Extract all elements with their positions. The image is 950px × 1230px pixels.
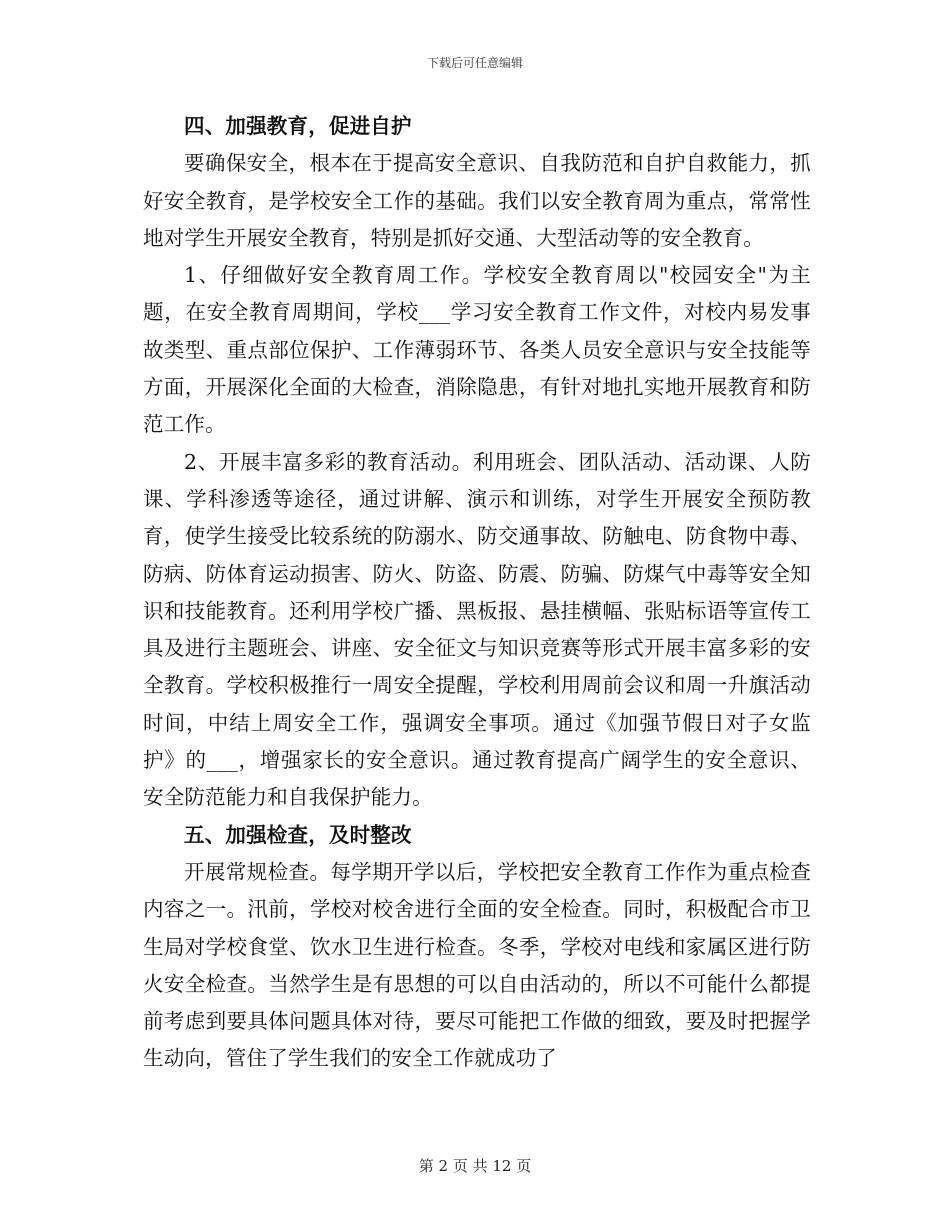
section-heading-4: 四、加强教育，促进自护 xyxy=(184,114,412,138)
paragraph: 要确保安全，根本在于提高安全意识、自我防范和自护自救能力，抓好安全教育，是学校安全工作的基础。我们以安全教育周为重点，常常性地对学生开展安全教育，特别是抓好交通、大型活动等的安全教育。 xyxy=(143,151,811,250)
page-header: 下载后可任意编辑 xyxy=(426,56,523,70)
paragraph: 2、开展丰富多彩的教育活动。利用班会、团队活动、活动课、人防课、学科渗透等途径，通过讲解、演示和训练，对学生开展安全预防教育，使学生接受比较系统的防溺水、防交通事故、防触电、防食物中毒、防病、防体育运动损害、防火、防盗、防震、防骗、防煤气中毒等安全知识和技能教育。还利用学校广播、黑板报、悬挂横幅、张贴标语等宣传工具及进行主题班会、讲座、安全征文与知识竞赛等形式开展丰富多彩的安全教育。学校积极推行一周安全提醒，学校利用周前会议和周一升旗活动时间，中结上周安全工作，强调安全事项。通过《加强节假日对子女监护》的___，增强家长的安全意识。通过教育提高广阔学生的安全意识、安全防范能力和自我保护能力。 xyxy=(143,449,811,810)
paragraph: 1、仔细做好安全教育周工作。学校安全教育周以"校园安全"为主题，在安全教育周期间，学校___学习安全教育工作文件，对校内易发事故类型、重点部位保护、工作薄弱环节、各类人员安全意识与安全技能等方面，开展深化全面的大检查，消除隐患，有针对地扎实地开展教育和防范工作。 xyxy=(143,263,811,437)
page-number: 第 2 页 共 12 页 xyxy=(418,1157,532,1175)
section-heading-5: 五、加强检查，及时整改 xyxy=(184,822,412,847)
paragraph: 开展常规检查。每学期开学以后，学校把安全教育工作作为重点检查内容之一。汛前，学校对校舍进行全面的安全检查。同时，积极配合市卫生局对学校食堂、饮水卫生进行检查。冬季，学校对电线和家属区进行防火安全检查。当然学生是有思想的可以自由活动的，所以不可能什么都提前考虑到要具体问题具体对待，要尽可能把工作做的细致，要及时把握学生动向，管住了学生我们的安全工作就成功了 xyxy=(143,859,811,1071)
document-body xyxy=(143,108,811,1078)
